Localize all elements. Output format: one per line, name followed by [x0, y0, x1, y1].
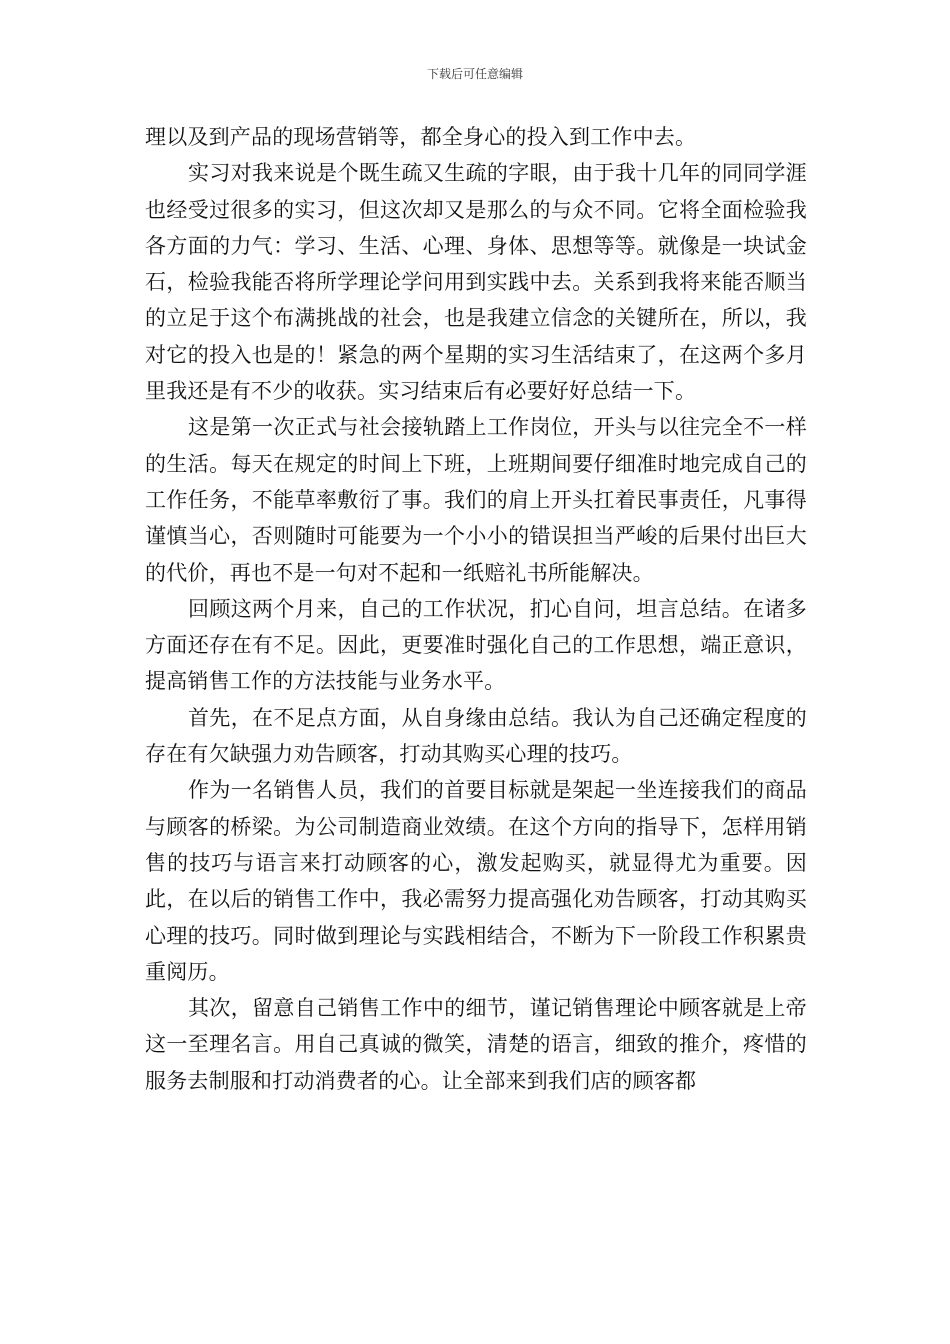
paragraph-1: 理以及到产品的现场营销等，都全身心的投入到工作中去。	[145, 125, 697, 149]
paragraph-2: 实习对我来说是个既生疏又生疏的字眼，由于我十几年的同同学涯也经受过很多的实习，但这次却又是那么的与众不同。它将全面检验我各方面的力气：学习、生活、心理、身体、思想等等。就像是一块试金石，检验我能否将所学理论学问用到实践中去。关系到我将来能否顺当的立足于这个布满挑战的社会，也是我建立信念的关键所在，所以，我对它的投入也是的！紧急的两个星期的实习生活结束了，在这两个多月里我还是有不少的收获。实习结束后有必要好好总结一下。	[145, 161, 807, 404]
paragraph-4: 回顾这两个月来，自己的工作状况，扪心自问，坦言总结。在诸多方面还存在有不足。因此，更要准时强化自己的工作思想，端正意识，提高销售工作的方法技能与业务水平。	[145, 596, 807, 694]
paragraph-6: 作为一名销售人员，我们的首要目标就是架起一坐连接我们的商品与顾客的桥梁。为公司制造商业效绩。在这个方向的指导下，怎样用销售的技巧与语言来打动顾客的心，激发起购买，就显得尤为重要。因此，在以后的销售工作中，我必需努力提高强化劝告顾客，打动其购买心理的技巧。同时做到理论与实践相结合，不断为下一阶段工作积累贵重阅历。	[145, 778, 807, 984]
paragraph-3: 这是第一次正式与社会接轨踏上工作岗位，开头与以往完全不一样的生活。每天在规定的时间上下班，上班期间要仔细准时地完成自己的工作任务，不能草率敷衍了事。我们的肩上开头扛着民事责任，凡事得谨慎当心，否则随时可能要为一个小小的错误担当严峻的后果付出巨大的代价，再也不是一句对不起和一纸赔礼书所能解决。	[145, 415, 807, 585]
paragraph-7: 其次，留意自己销售工作中的细节，谨记销售理论中顾客就是上帝这一至理名言。用自己真诚的微笑，清楚的语言，细致的推介，疼惜的服务去制服和打动消费者的心。让全部来到我们店的顾客都	[145, 996, 807, 1093]
paragraph-5: 首先，在不足点方面，从自身缘由总结。我认为自己还确定程度的存在有欠缺强力劝告顾客，打动其购买心理的技巧。	[145, 705, 807, 767]
page-header-note: 下载后可任意编辑	[426, 67, 523, 81]
document-body	[145, 119, 807, 1099]
